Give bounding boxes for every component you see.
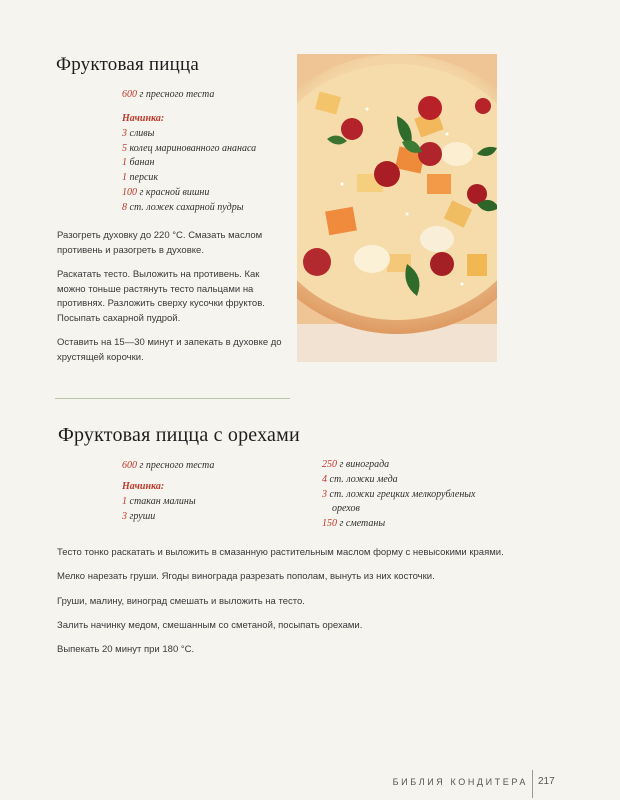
- ingredient-item: [322, 517, 502, 532]
- ingredient-text: ст. ложки меда: [327, 473, 398, 485]
- ingredient-text: персик: [127, 172, 159, 184]
- footer-book-title: БИБЛИЯ КОНДИТЕРА: [392, 777, 528, 787]
- ingredient-text: банан: [127, 157, 155, 169]
- pizza-photo: [297, 54, 497, 362]
- ingredient-text: колец маринованного ананаса: [127, 142, 257, 154]
- ingredient-qty: 1: [122, 157, 127, 169]
- recipe1-dough-qty: 600: [122, 89, 137, 100]
- ingredient-text: г винограда: [337, 459, 390, 470]
- page-number: 217: [538, 776, 555, 787]
- ingredient-text: ст. ложек сахарной пудры: [127, 201, 244, 213]
- ingredient-item: [122, 201, 256, 216]
- recipe1-title: Фруктовая пицца: [56, 54, 200, 75]
- ingredient-qty: 250: [322, 459, 337, 470]
- ingredient-qty: 3: [122, 510, 127, 522]
- ingredient-item: [322, 473, 502, 488]
- recipe2-title: Фруктовая пицца с орехами: [58, 424, 300, 446]
- ingredient-qty: 3: [322, 488, 327, 500]
- recipe-step: Оставить на 15—30 минут и запекать в духовке до хрустящей корочки.: [57, 337, 282, 363]
- recipe2-filling-header: Начинка:: [122, 481, 165, 492]
- ingredient-qty: 150: [322, 518, 337, 530]
- recipe1-filling-header: Начинка:: [122, 113, 165, 124]
- ingredient-text: ст. ложки грецких мелкорубленых орехов: [327, 488, 476, 515]
- ingredient-text: г красной вишни: [137, 186, 210, 198]
- recipe-step: Раскатать тесто. Выложить на противень. Как можно тоньше растянуть тесто пальцами на противнях. Разложить сверху кусочки фруктов. Посыпать сахарной пудрой.: [57, 269, 265, 324]
- ingredient-qty: 1: [122, 172, 127, 184]
- ingredient-item: [122, 156, 256, 171]
- ingredient-qty: 3: [122, 127, 127, 139]
- ingredient-text: груши: [127, 510, 156, 522]
- ingredient-item: [122, 142, 256, 157]
- ingredient-qty: 5: [122, 142, 127, 154]
- ingredient-item: [122, 186, 256, 201]
- ingredient-item: [122, 495, 196, 510]
- recipe-step: Выпекать 20 минут при 180 °С.: [57, 644, 195, 656]
- ingredient-qty: 100: [122, 186, 137, 198]
- recipe-step: Груши, малину, виноград смешать и выложить на тесто.: [57, 595, 305, 607]
- ingredient-qty: 1: [122, 495, 127, 507]
- recipe1-ingredient-list: [122, 112, 256, 216]
- recipe2-ingredient-list-right: [322, 458, 502, 532]
- recipe1-dough-text: г пресного теста: [137, 89, 215, 100]
- ingredient-item: [322, 458, 502, 473]
- ingredient-text: сливы: [127, 127, 155, 139]
- recipe-step: Залить начинку медом, смешанным со сметаной, посыпать орехами.: [57, 619, 363, 631]
- ingredient-item: [122, 127, 256, 142]
- footer-separator: [532, 770, 533, 798]
- ingredient-item: [122, 510, 196, 525]
- ingredient-item: [322, 488, 502, 518]
- ingredient-text: г сметаны: [337, 518, 386, 530]
- recipe1-dough: [122, 88, 214, 103]
- ingredient-text: стакан малины: [127, 495, 196, 507]
- ingredient-qty: 8: [122, 201, 127, 213]
- recipe2-steps: [57, 546, 527, 667]
- section-divider: [55, 398, 290, 399]
- recipe2-ingredient-list-left: [122, 480, 196, 524]
- recipe-step: Мелко нарезать груши. Ягоды винограда разрезать пополам, вынуть из них косточки.: [57, 571, 435, 583]
- recipe2-dough: [122, 459, 214, 474]
- recipe2-dough-qty: 600: [122, 460, 137, 471]
- ingredient-qty: 4: [322, 473, 327, 485]
- recipe-step: Разогреть духовку до 220 °С. Смазать маслом противень и разогреть в духовке.: [57, 230, 263, 256]
- ingredient-item: [122, 171, 256, 186]
- recipe2-dough-text: г пресного теста: [137, 460, 215, 471]
- recipe1-steps: [57, 229, 287, 375]
- recipe-step: Тесто тонко раскатать и выложить в смазанную растительным маслом форму с невысокими краями.: [57, 547, 504, 558]
